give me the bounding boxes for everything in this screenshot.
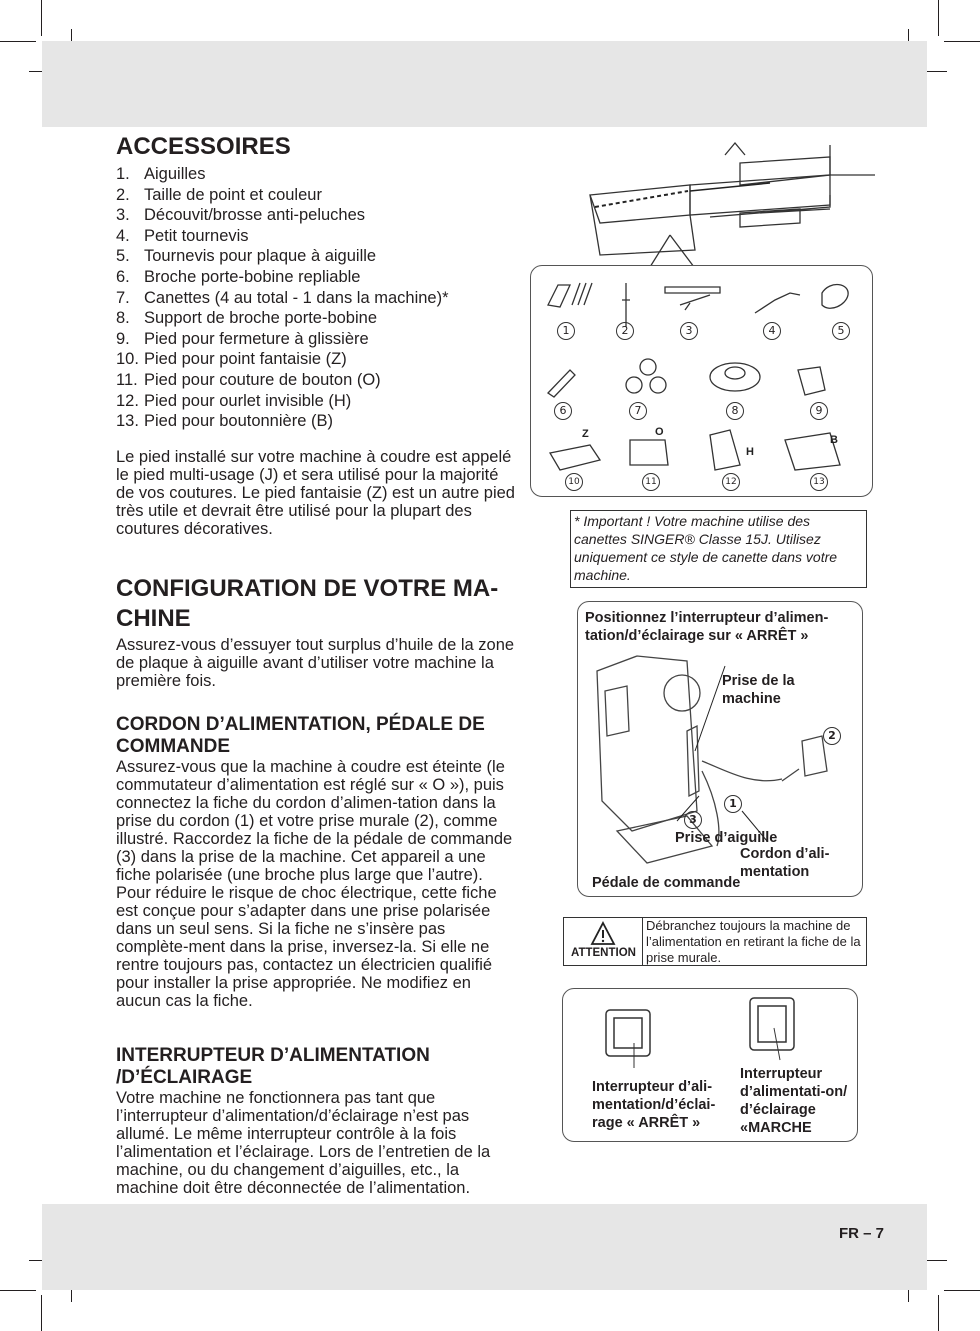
accessory-number: 7 (629, 402, 647, 420)
accessory-item-number: 9. (116, 329, 130, 348)
accessory-item (116, 288, 518, 309)
accessory-item-number: 12. (116, 391, 139, 410)
accessory-item (116, 164, 518, 185)
accessory-item-number: 6. (116, 267, 130, 286)
accessories-list (116, 164, 518, 432)
accessory-item-text: Canettes (4 au total - 1 dans la machine)* (144, 288, 449, 307)
important-note: * Important ! Votre machine utilise des canettes SINGER® Classe 15J. Utilisez uniquement ce style de canette dans votre machine. (570, 510, 867, 588)
power-number: 2 (823, 727, 841, 745)
accessory-item-number: 13. (116, 412, 139, 431)
cord-paragraph: Assurez-vous que la machine à coudre est éteinte (le commutateur d’alimentation est réglé sur « O »), puis connectez la fiche du cordon d’alimen-tation dans la prise du cordon (1) et votre prise murale (2), comme illustré. Raccordez la fiche de la pédale de commande (3) dans la prise de la machine. Cet appareil a une fiche polarisée (une broche plus large que l’autre). Pour réduire le risque de choc électrique, cette fiche est conçue pour s’adapter dans une prise polarisée dans un seul sens. Si la fiche ne s’insère pas complète-ment dans la prise, inversez-la. Si elle ne rentre toujours pas, contactez un électricien qualifié pour installer la prise appropriée. Ne modifiez en aucun cas la fiche. (116, 758, 513, 1010)
accessories-icons (530, 135, 880, 500)
foot-letter-z: Z (582, 428, 589, 440)
accessory-number: 3 (680, 322, 698, 340)
accessory-item-number: 1. (116, 165, 130, 183)
machine-socket-label: Prise de la machine (722, 673, 795, 707)
accessory-item-text: Taille de point et couleur (144, 185, 322, 204)
accessory-number: 13 (810, 473, 828, 491)
warning-box (563, 917, 867, 966)
switch-title: INTERRUPTEUR D’ALIMENTATION /D’ÉCLAIRAGE (116, 1045, 430, 1088)
accessory-item-text: Pied pour fermeture à glissière (144, 329, 369, 348)
crop-mark (0, 41, 36, 42)
power-number: 3 (684, 811, 702, 829)
crop-mark (938, 1295, 939, 1331)
accessories-figure (530, 135, 880, 500)
accessory-item (116, 205, 518, 226)
accessory-item-text: Pied pour boutonnière (B) (144, 412, 333, 431)
accessory-number: 11 (642, 473, 660, 491)
accessory-item-text: Découvit/brosse anti-peluches (144, 206, 366, 225)
accessory-item-number: 10. (116, 350, 139, 369)
accessory-number: 4 (763, 322, 781, 340)
header-band (42, 41, 927, 127)
foot-letter-o: O (655, 426, 664, 438)
crop-mark (0, 1290, 36, 1291)
crop-mark (944, 1290, 980, 1291)
foot-letter-h: H (746, 446, 754, 458)
accessory-item (116, 349, 518, 370)
page-number: FR – 7 (838, 1225, 884, 1242)
cord-section (116, 714, 518, 1010)
accessory-item-number: 5. (116, 247, 130, 266)
crop-mark (41, 1295, 42, 1331)
accessory-number: 1 (557, 322, 575, 340)
accessory-number: 9 (810, 402, 828, 420)
accessory-item (116, 308, 518, 329)
accessory-item-text: Pied pour point fantaisie (Z) (144, 350, 347, 369)
accessory-item-text: Pied pour couture de bouton (O) (144, 370, 381, 389)
cord-title: CORDON D’ALIMENTATION, PÉDALE DE COMMANDE (116, 714, 485, 757)
accessory-item-number: 4. (116, 226, 130, 245)
accessory-number: 10 (565, 473, 583, 491)
accessory-item (116, 391, 518, 412)
accessory-item-number: 2. (116, 185, 130, 204)
config-title: CONFIGURATION DE VOTRE MA-CHINE (116, 575, 499, 632)
switch-on-label: Interrupteur d’alimentati-on/ d’éclairage «MARCHE (740, 1066, 848, 1136)
accessory-item-number: 8. (116, 309, 130, 328)
switch-off-label: Interrupteur d’ali-mentation/d’éclai-rage « ARRÊT » (592, 1079, 716, 1131)
accessory-item (116, 246, 518, 267)
foot-letter-b: B (830, 434, 838, 446)
accessory-item-text: Aiguilles (144, 165, 206, 183)
warning-label: ATTENTION (571, 947, 636, 959)
accessory-item-number: 3. (116, 206, 130, 225)
accessory-item-text: Broche porte-bobine repliable (144, 267, 361, 286)
switch-paragraph: Votre machine ne fonctionnera pas tant que l’interrupteur d’alimentation/d’éclairage n’est pas allumé. Le même interrupteur contrôle à la fois l’alimentation et l’éclairage. Lors de l’entretien de la machine, ou du changement d’aiguilles, etc., la machine doit être déconnectée de l’alimentation. (116, 1089, 491, 1197)
crop-mark (938, 0, 939, 36)
power-number: 1 (724, 795, 742, 813)
accessory-item (116, 370, 518, 391)
accessory-item (116, 267, 518, 288)
warning-icon-cell (564, 918, 643, 965)
config-paragraph: Assurez-vous d’essuyer tout surplus d’huile de la zone de plaque à aiguille avant d’utiliser votre machine la première fois. (116, 636, 515, 690)
accessory-item (116, 329, 518, 350)
crop-mark (41, 0, 42, 36)
needle-socket-label: Prise d’aiguille (675, 830, 778, 846)
power-cord-label: Cordon d’ali-mentation (740, 846, 830, 880)
accessory-item (116, 226, 518, 247)
accessory-number: 8 (726, 402, 744, 420)
accessory-item-text: Tournevis pour plaque à aiguille (144, 247, 377, 266)
accessory-item (116, 185, 518, 206)
config-section (116, 574, 518, 690)
pedal-label: Pédale de commande (592, 875, 741, 891)
accessory-item-number: 11. (116, 370, 138, 389)
warning-text: Débranchez toujours la machine de l’alimentation en retirant la fiche de la prise murale. (646, 918, 861, 965)
accessory-item (116, 411, 518, 432)
crop-mark (944, 41, 980, 42)
accessory-number: 2 (616, 322, 634, 340)
power-heading: Positionnez l’interrupteur d’alimen-tation/d’éclairage sur « ARRÊT » (585, 610, 829, 644)
accessory-number: 12 (722, 473, 740, 491)
accessory-item-text: Pied pour ourlet invisible (H) (144, 391, 352, 410)
switch-section (116, 1045, 518, 1197)
accessories-section (116, 132, 518, 538)
accessory-item-number: 7. (116, 288, 130, 307)
warning-triangle-icon (564, 920, 643, 950)
accessories-paragraph: Le pied installé sur votre machine à coudre est appelé le pied multi-usage (J) et sera utilisé pour la majorité de vos coutures. Le pied fantaisie (Z) est un autre pied très utile et devrait être utilisé pour la plupart des coutures décoratives. (116, 447, 515, 538)
accessory-number: 5 (832, 322, 850, 340)
accessory-item-text: Support de broche porte-bobine (144, 309, 377, 328)
accessory-item-text: Petit tournevis (144, 226, 249, 245)
accessories-title: ACCESSOIRES (116, 133, 291, 160)
footer-band (42, 1204, 927, 1290)
accessory-number: 6 (554, 402, 572, 420)
